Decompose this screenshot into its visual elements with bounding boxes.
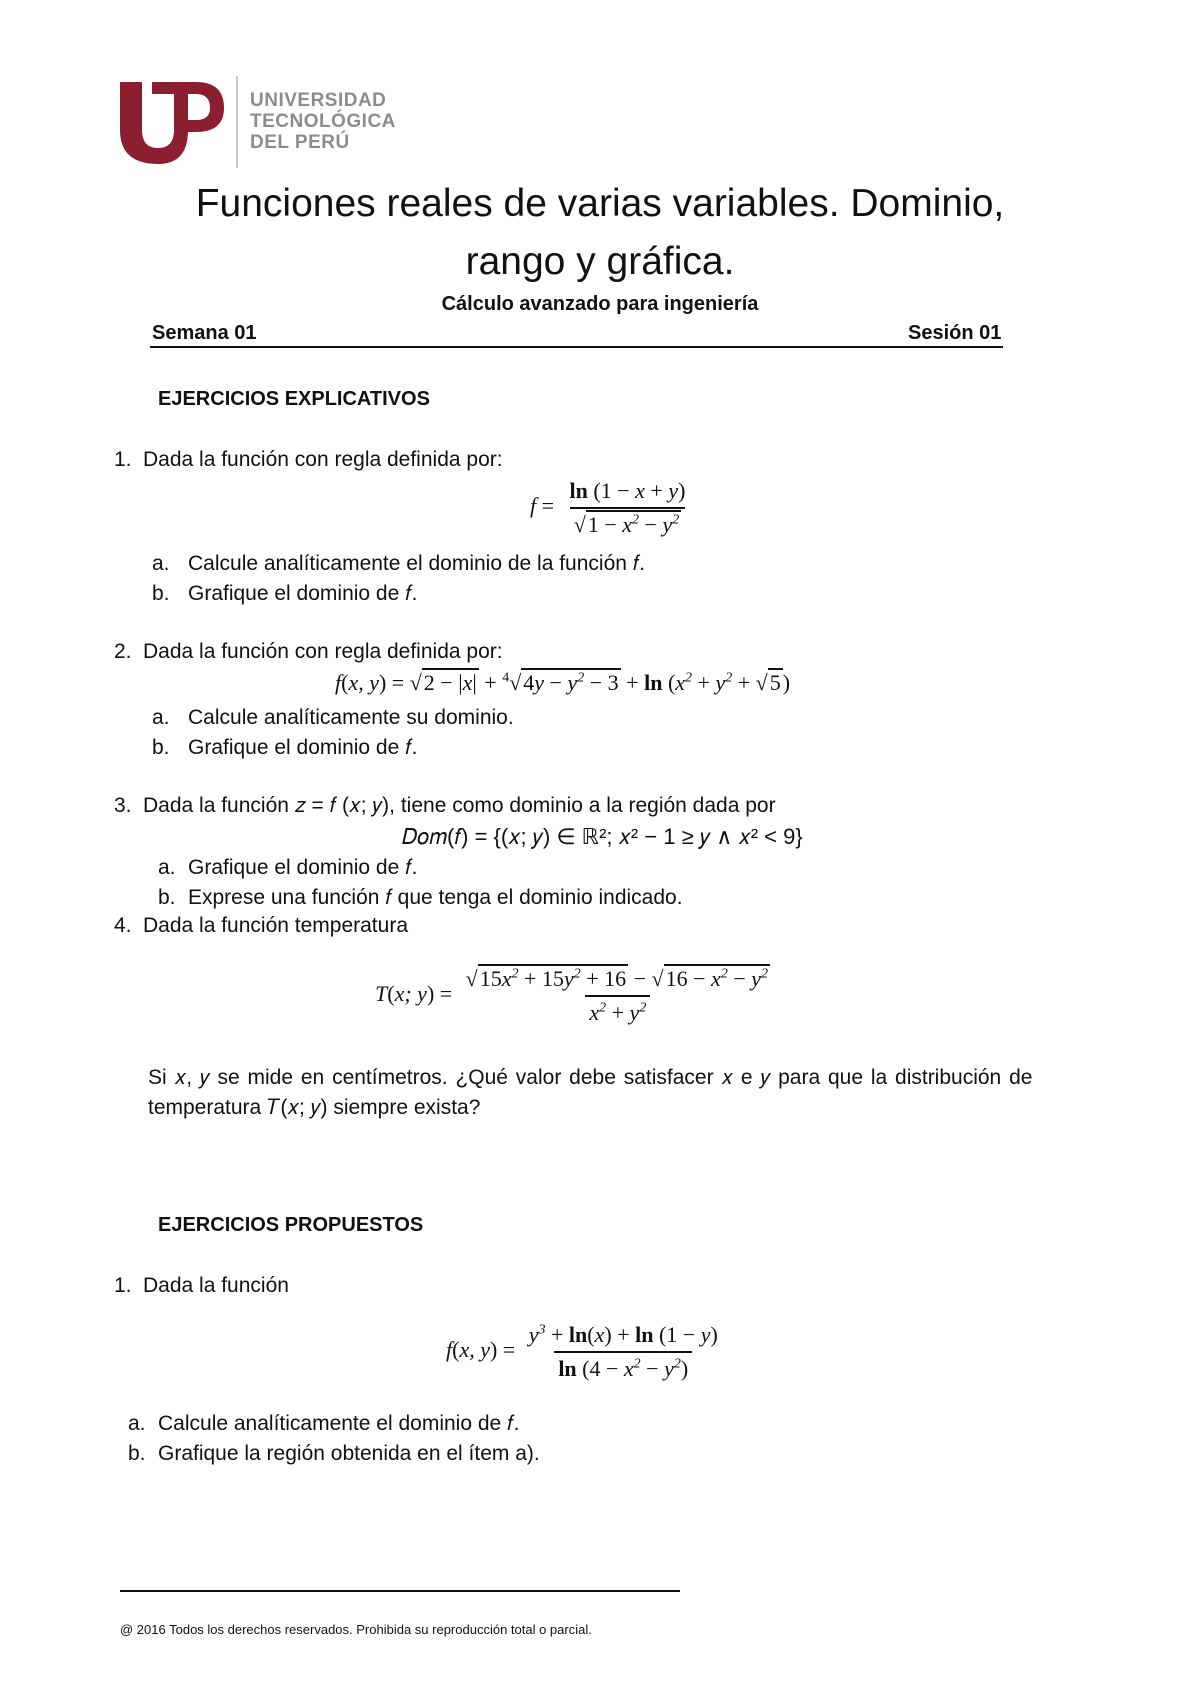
exercise-3a-label: a.	[158, 856, 176, 879]
section-heading-propuestos: EJERCICIOS PROPUESTOS	[158, 1214, 424, 1236]
exercise-4-formula: T(x; y) = $\frac{√15x^2 + 15y^2 + 16 - √16 - x^2 - y^2}{x^2 + y^2}$	[375, 966, 768, 1025]
logo-divider	[236, 76, 238, 168]
proposed-1-number: 1.	[114, 1274, 132, 1297]
exercise-1-number: 1.	[114, 448, 132, 471]
proposed-1-formula: f(x, y) = $\frac{y^3 + \ln(x) + \ln (1 - y)}{\ln (4 - x^2 - y^2)}$	[446, 1322, 718, 1381]
session-label: Sesión 01	[908, 322, 1002, 344]
footer-rule	[120, 1590, 680, 1592]
logo-text-line-1: UNIVERSIDAD	[250, 90, 387, 111]
logo-text-line-3: DEL PERÚ	[250, 132, 350, 153]
exercise-3-text: Dada la función 𝑧 = 𝑓 (𝑥; 𝑦), tiene como dominio a la región dada por	[143, 794, 776, 817]
exercise-2b-label: b.	[152, 736, 170, 759]
exercise-4-number: 4.	[114, 914, 132, 937]
logo-text-line-2: TECNOLÓGICA	[250, 111, 396, 132]
proposed-1a-label: a.	[128, 1412, 146, 1435]
exercise-1b-label: b.	[152, 582, 170, 605]
exercise-1a-label: a.	[152, 552, 170, 575]
exercise-3-number: 3.	[114, 794, 132, 817]
exercise-2-formula: f(x, $y) = √2 - |x| + ^4√4y - y^2 - 3 + \ln (x^2 + y^2 + √5)$	[335, 670, 791, 695]
footer-copyright: @ 2016 Todos los derechos reservados. Prohibida su reproducción total o parcial.	[120, 1622, 592, 1637]
document-title	[0, 175, 1200, 291]
exercise-1b-text: Grafique el dominio de 𝑓.	[188, 582, 418, 605]
proposed-1b-text: Grafique la región obtenida en el ítem a).	[158, 1442, 540, 1465]
title-line-2: rango y gráfica.	[465, 240, 735, 283]
exercise-4-paragraph-line-1: Si 𝑥, 𝑦 se mide en centímetros. ¿Qué valor debe satisfacer 𝑥 e 𝑦 para que la distribución de	[148, 1066, 1033, 1089]
exercise-3-formula: 𝐷𝑜𝑚(𝑓) = {(𝑥; 𝑦) ∈ ℝ²; 𝑥² − 1 ≥ 𝑦 ∧ 𝑥² < 9}	[402, 824, 803, 849]
proposed-1-text: Dada la función	[143, 1274, 289, 1297]
exercise-4-paragraph-line-2: temperatura 𝑇(𝑥; 𝑦) siempre exista?	[148, 1096, 481, 1119]
section-heading-explicativos: EJERCICIOS EXPLICATIVOS	[158, 388, 430, 410]
exercise-2-text: Dada la función con regla definida por:	[143, 640, 503, 663]
exercise-2-number: 2.	[114, 640, 132, 663]
week-label: Semana 01	[152, 322, 257, 344]
header-rule	[150, 346, 1003, 348]
course-subtitle: Cálculo avanzado para ingeniería	[441, 293, 759, 315]
exercise-1-formula: f = $\frac{\ln (1 - x + y)}{√1 - x^2 - y^2}$	[530, 478, 686, 537]
exercise-4-text: Dada la función temperatura	[143, 914, 408, 937]
exercise-2a-text: Calcule analíticamente su dominio.	[188, 706, 514, 729]
proposed-1b-label: b.	[128, 1442, 146, 1465]
exercise-1a-text: Calcule analíticamente el dominio de la función 𝑓.	[188, 552, 646, 575]
proposed-1a-text: Calcule analíticamente el dominio de 𝑓.	[158, 1412, 520, 1435]
utp-logo-mark	[112, 72, 232, 172]
exercise-2b-text: Grafique el dominio de 𝑓.	[188, 736, 418, 759]
exercise-3b-text: Exprese una función 𝑓 que tenga el dominio indicado.	[188, 886, 683, 909]
title-line-1: Funciones reales de varias variables. Dominio,	[195, 182, 1005, 225]
exercise-2a-label: a.	[152, 706, 170, 729]
exercise-3a-text: Grafique el dominio de 𝑓.	[188, 856, 418, 879]
exercise-1-text: Dada la función con regla definida por:	[143, 448, 503, 471]
exercise-3b-label: b.	[158, 886, 176, 909]
